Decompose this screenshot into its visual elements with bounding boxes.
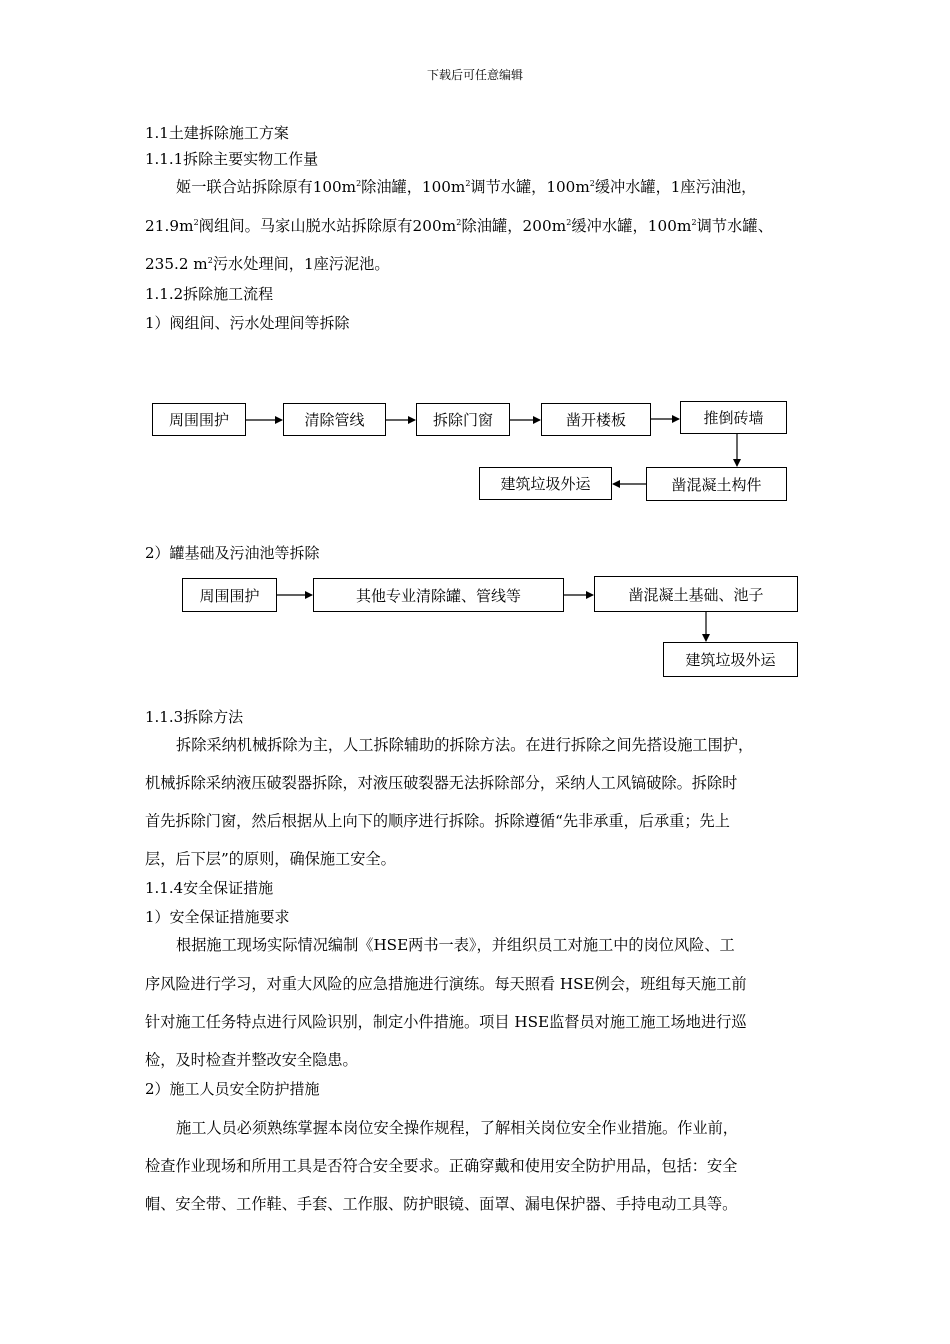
text-run: 姬一联合站拆除原有100m (176, 178, 357, 196)
superscript: 2 (465, 179, 471, 188)
superscript: 2 (356, 179, 362, 188)
safety-para2-line-1: 施工人员必须熟练掌握本岗位安全操作规程，了解相关岗位安全作业措施。作业前， (176, 1119, 738, 1137)
safety-para1-line-1: 根据施工现场实际情况编制《HSE两书一表》，并组织员工对施工中的岗位风险、工 (176, 936, 735, 954)
safety-para2-line-3: 帽、安全带、工作鞋、手套、工作服、防护眼镜、面罩、漏电保护器、手持电动工具等。 (145, 1195, 738, 1213)
flow2-step-haul-construction-waste: 建筑垃圾外运 (663, 642, 798, 677)
text-run: 21.9m (145, 217, 194, 235)
section-heading-1-1-1: 1.1.1拆除主要实物工作量 (145, 150, 319, 168)
safety-subheading-2: 2）施工人员安全防护措施 (145, 1080, 320, 1098)
safety-subheading-1: 1）安全保证措施要求 (145, 908, 290, 926)
section-heading-1-1-2: 1.1.2拆除施工流程 (145, 285, 274, 303)
flow1-title: 1）阀组间、污水处理间等拆除 (145, 314, 350, 332)
safety-para1-line-4: 检，及时检查并整改安全隐患。 (145, 1051, 358, 1069)
text-run: 阀组间。马家山脱水站拆除原有200m (198, 217, 457, 235)
superscript: 2 (691, 218, 697, 227)
flow1-step-clear-pipelines: 清除管线 (283, 403, 386, 436)
flow2-title: 2）罐基础及污油池等拆除 (145, 544, 320, 562)
text-run: 235.2 m (145, 255, 208, 273)
superscript: 2 (456, 218, 462, 227)
safety-para1-line-2: 序风险进行学习，对重大风险的应急措施进行演练。每天照看 HSE例会，班组每天施工前 (145, 975, 747, 993)
method-line-3: 首先拆除门窗，然后根据从上向下的顺序进行拆除。拆除遵循“先非承重，后承重；先上 (145, 812, 730, 830)
method-line-2: 机械拆除采纳液压破裂器拆除，对液压破裂器无法拆除部分，采纳人工风镐破除。拆除时 (145, 774, 738, 792)
flow2-step-perimeter-enclosure: 周围围护 (182, 578, 277, 612)
text-run: 缓冲水罐，1座污油池， (594, 178, 757, 196)
flow1-step-haul-construction-waste: 建筑垃圾外运 (479, 467, 612, 500)
section-heading-1-1-4: 1.1.4安全保证措施 (145, 879, 274, 897)
superscript: 2 (566, 218, 572, 227)
flow1-step-break-floor-slab: 凿开楼板 (541, 403, 651, 436)
safety-para2-line-2: 检查作业现场和所用工具是否符合安全要求。正确穿戴和使用安全防护用品，包括：安全 (145, 1157, 738, 1175)
text-run: 调节水罐、 (696, 217, 773, 235)
text-run: 除油罐，100m (361, 178, 466, 196)
superscript: 2 (589, 179, 595, 188)
flow1-step-perimeter-enclosure: 周围围护 (152, 403, 246, 436)
flow1-step-push-down-brick-wall: 推倒砖墙 (680, 401, 787, 434)
page-header: 下载后可任意编辑 (426, 68, 523, 82)
text-run: 调节水罐，100m (470, 178, 590, 196)
method-line-1: 拆除采纳机械拆除为主，人工拆除辅助的拆除方法。在进行拆除之间先搭设施工围护， (176, 736, 754, 754)
text-run: 缓冲水罐，100m (571, 217, 692, 235)
flow1-step-break-concrete-members: 凿混凝土构件 (646, 467, 787, 501)
flow1-step-remove-doors-windows: 拆除门窗 (416, 403, 510, 436)
text-run: 除油罐，200m (461, 217, 567, 235)
superscript: 2 (207, 256, 213, 265)
section-heading-1-1: 1.1土建拆除施工方案 (145, 124, 289, 142)
section-heading-1-1-3: 1.1.3拆除方法 (145, 708, 244, 726)
superscript: 2 (193, 218, 199, 227)
safety-para1-line-3: 针对施工任务特点进行风险识别，制定小件措施。项目 HSE监督员对施工施工场地进行巡 (145, 1013, 747, 1031)
flow2-step-clear-tanks-pipelines: 其他专业清除罐、管线等 (313, 578, 564, 612)
method-line-4: 层，后下层”的原则，确保施工安全。 (145, 850, 396, 868)
text-run: 污水处理间，1座污泥池。 (212, 255, 390, 273)
flow2-step-break-concrete-foundations: 凿混凝土基础、池子 (594, 576, 798, 612)
